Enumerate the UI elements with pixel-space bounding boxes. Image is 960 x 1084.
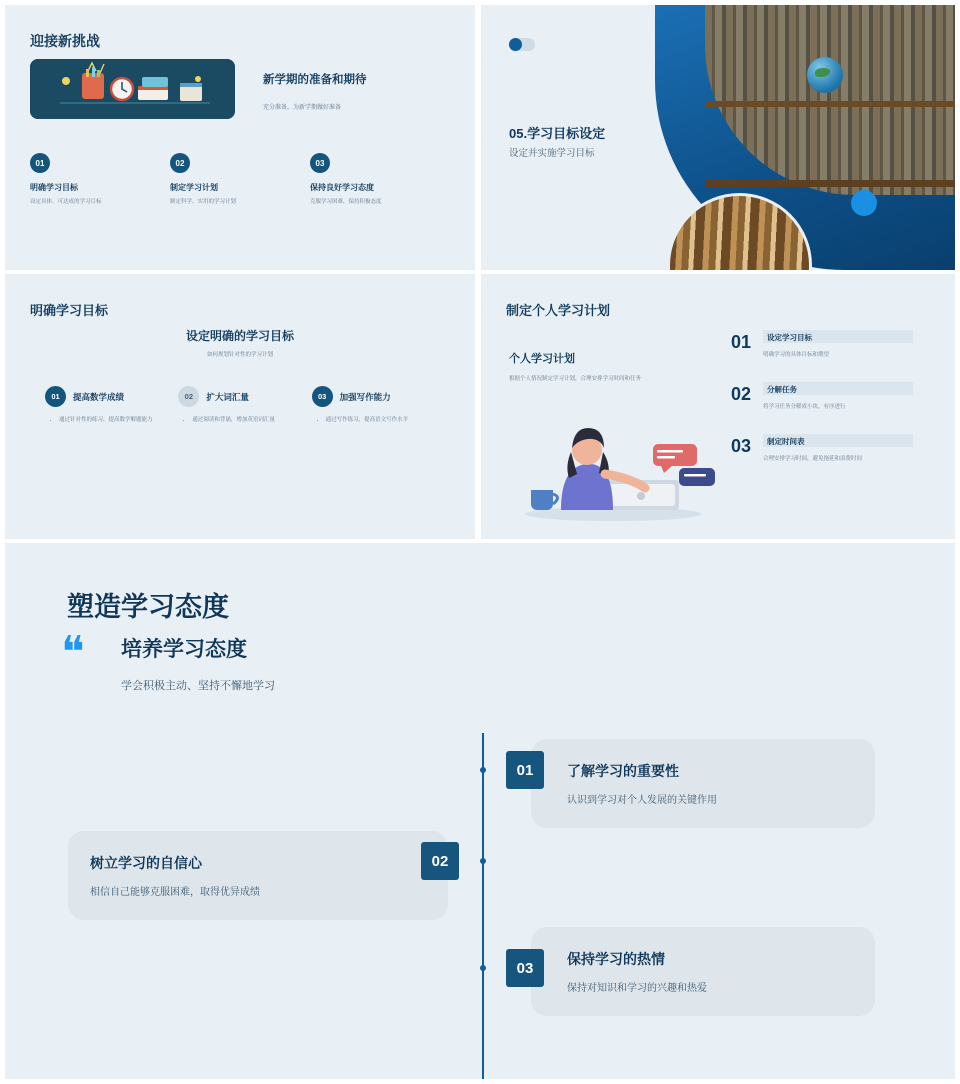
card-title: 了解学习的重要性 <box>567 763 679 779</box>
card-title: 树立学习的自信心 <box>90 855 202 871</box>
slide4-title: 制定个人学习计划 <box>506 303 611 318</box>
list-item <box>731 382 931 410</box>
step-desc: 将学习任务分解成小块，有序进行 <box>763 404 846 410</box>
item-bullet: • 通过针对性的练习，提高数学解题能力 <box>59 416 178 425</box>
quote-mark-icon: ❝ <box>61 628 85 677</box>
item-title: 扩大词汇量 <box>206 391 249 402</box>
item-title: 明确学习目标 <box>30 183 78 192</box>
timeline-tick-1 <box>480 767 486 773</box>
item-number-badge: 03 <box>310 153 330 173</box>
step-desc: 明确学习的具体目标和期望 <box>763 352 830 358</box>
list-item <box>45 386 178 425</box>
item-title: 加强写作能力 <box>339 391 391 402</box>
timeline-card-3 <box>531 927 875 1016</box>
step-title-bar <box>763 434 913 447</box>
list-item <box>731 434 931 462</box>
list-item <box>731 330 931 358</box>
timeline-card-1 <box>531 739 875 828</box>
item-bullet: • 通过写作练习，提高语文写作水平 <box>326 416 445 425</box>
student-illustration <box>503 392 723 522</box>
item-desc: 设定具体、可达成的学习目标 <box>30 199 102 205</box>
step-title-bar <box>763 382 913 395</box>
step-title: 分解任务 <box>767 385 798 394</box>
step-desc: 合理安排学习时间，避免拖延和浪费时间 <box>763 456 863 462</box>
item-title: 制定学习计划 <box>170 183 218 192</box>
slide2-title: 05.学习目标设定 <box>509 126 606 141</box>
list-item <box>310 153 450 206</box>
slide3-title: 明确学习目标 <box>30 303 109 318</box>
slide3-heading: 设定明确的学习目标 <box>185 329 294 343</box>
slide2-subtitle: 设定并实施学习目标 <box>509 148 595 159</box>
list-item <box>312 386 445 425</box>
slide4-subheading: 根据个人情况制定学习计划，合理安排学习时间和任务 <box>509 376 642 382</box>
timeline-node-3: 03 <box>506 949 544 987</box>
shelf-plank-top <box>705 101 955 107</box>
slide1-item-list <box>30 153 450 206</box>
slide3-subheading: 如何规划针对性的学习计划 <box>206 352 273 358</box>
shelf-plank-bottom <box>705 180 955 187</box>
slide-new-challenges <box>5 5 475 270</box>
timeline-node-1: 01 <box>506 751 544 789</box>
slide5-heading: 培养学习态度 <box>121 638 247 661</box>
item-desc: 克服学习困难，保持积极态度 <box>310 199 382 205</box>
slide1-heading: 新学期的准备和期待 <box>263 74 367 86</box>
card-desc: 相信自己能够克服困难，取得优异成绩 <box>90 887 260 898</box>
slide5-subheading: 学会积极主动、坚持不懈地学习 <box>121 680 275 692</box>
item-bullet: • 通过阅读和背诵，增加英语词汇量 <box>192 416 311 425</box>
item-number-badge: 02 <box>178 386 199 407</box>
slide4-step-list <box>731 330 931 486</box>
card-desc: 保持对知识和学习的兴趣和热爱 <box>567 983 707 994</box>
timeline-card-2 <box>68 831 448 920</box>
step-number: 01 <box>731 332 752 352</box>
item-title: 提高数学成绩 <box>73 391 125 402</box>
slide-goal-setting-cover <box>481 5 955 270</box>
step-number: 03 <box>731 436 752 456</box>
card-desc: 认识到学习对个人发展的关键作用 <box>567 795 717 806</box>
timeline-tick-3 <box>480 965 486 971</box>
item-number-badge: 03 <box>312 386 333 407</box>
step-title: 设定学习目标 <box>767 333 813 342</box>
stationery-illustration <box>30 59 235 119</box>
list-item <box>30 153 170 206</box>
item-number-badge: 01 <box>45 386 66 407</box>
item-number-badge: 01 <box>30 153 50 173</box>
item-desc: 制定科学、实用的学习计划 <box>170 199 237 205</box>
timeline-tick-2 <box>480 858 486 864</box>
item-number-badge: 02 <box>170 153 190 173</box>
globe-icon <box>807 57 843 93</box>
slide-clear-goals <box>5 274 475 539</box>
card-title: 保持学习的热情 <box>567 951 665 967</box>
step-title-bar <box>763 330 913 343</box>
slide1-subheading: 充分准备，为新学期做好准备 <box>263 105 342 111</box>
item-title: 保持良好学习态度 <box>310 183 374 192</box>
slide3-item-list <box>45 386 445 425</box>
accent-dot <box>851 190 877 216</box>
timeline-axis <box>482 733 484 1079</box>
list-item <box>170 153 310 206</box>
toggle-switch[interactable] <box>509 38 535 51</box>
slide1-title: 迎接新挑战 <box>30 33 100 49</box>
timeline-node-2: 02 <box>421 842 459 880</box>
slide4-heading: 个人学习计划 <box>509 353 575 365</box>
slide-learning-attitude <box>5 543 955 1079</box>
step-number: 02 <box>731 384 752 404</box>
step-title: 制定时间表 <box>767 437 805 446</box>
slide5-title: 塑造学习态度 <box>67 592 229 622</box>
slide-personal-plan <box>481 274 955 539</box>
list-item <box>178 386 311 425</box>
